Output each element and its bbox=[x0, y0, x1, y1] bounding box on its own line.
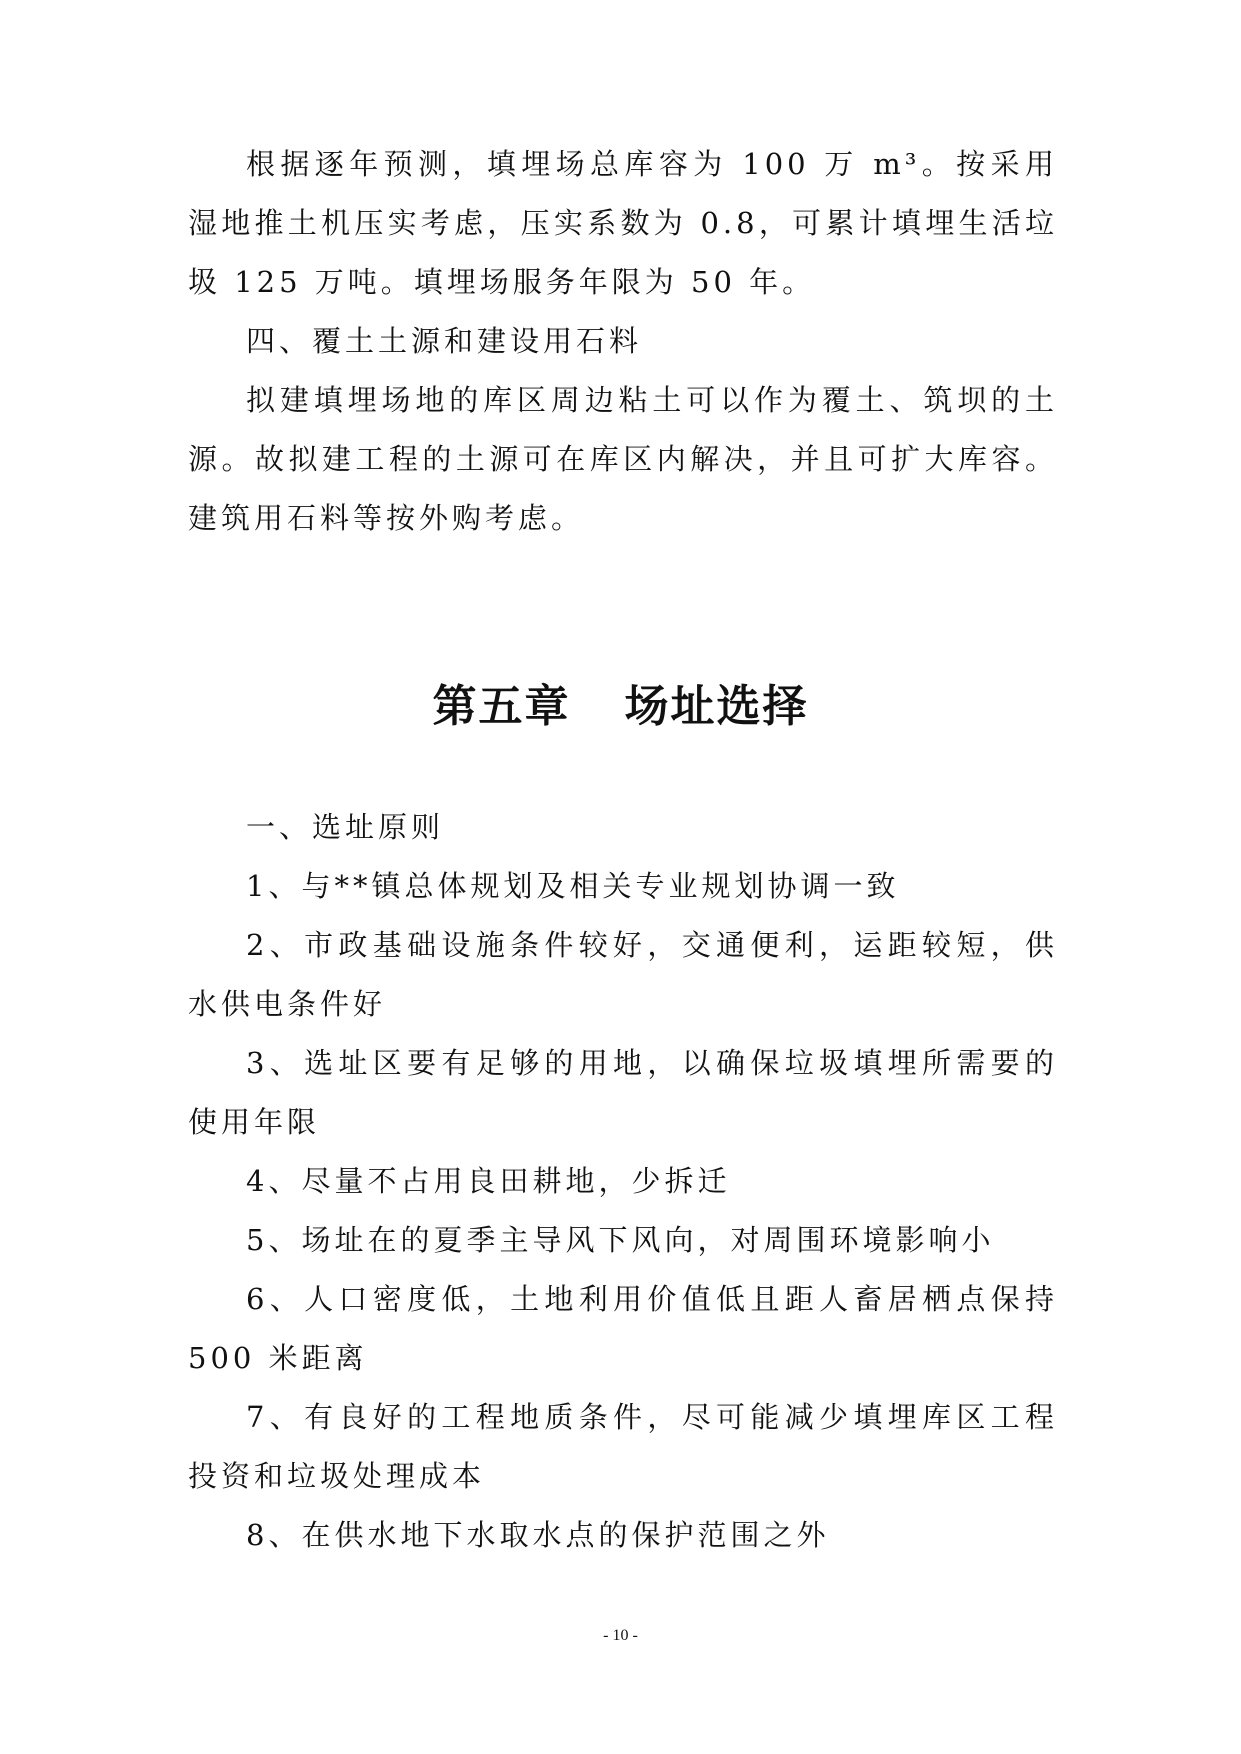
principle-item: 6、人口密度低，土地利用价值低且距人畜居栖点保持 500 米距离 bbox=[188, 1282, 1058, 1375]
soil-source-paragraph: 拟建填埋场地的库区周边粘土可以作为覆土、筑坝的土源。故拟建工程的土源可在库区内解决，并且可扩大库容。建筑用石料等按外购考虑。 bbox=[188, 383, 1058, 535]
page-number: - 10 - bbox=[603, 1627, 638, 1644]
section-heading-4: 四、覆土土源和建设用石料 bbox=[246, 324, 643, 358]
chapter-number: 第五章 bbox=[432, 681, 571, 732]
principle-item: 5、场址在的夏季主导风下风向，对周围环境影响小 bbox=[246, 1223, 995, 1257]
principle-item: 7、有良好的工程地质条件，尽可能减少填埋库区工程投资和垃圾处理成本 bbox=[188, 1400, 1058, 1493]
section-heading-1: 一、选址原则 bbox=[246, 810, 445, 844]
principle-item: 2、市政基础设施条件较好，交通便利，运距较短，供水供电条件好 bbox=[188, 928, 1058, 1021]
principle-item: 3、选址区要有足够的用地，以确保垃圾填埋所需要的使用年限 bbox=[188, 1046, 1058, 1139]
site-selection-section bbox=[188, 798, 1058, 1565]
top-section bbox=[188, 135, 1058, 548]
chapter-name: 场址选择 bbox=[624, 681, 809, 732]
capacity-paragraph: 根据逐年预测，填埋场总库容为 100 万 m³。按采用湿地推土机压实考虑，压实系数为 0.8，可累计填埋生活垃圾 125 万吨。填埋场服务年限为 50 年。 bbox=[188, 147, 1058, 299]
chapter-title bbox=[0, 670, 1241, 734]
principle-item: 1、与**镇总体规划及相关专业规划协调一致 bbox=[246, 869, 900, 903]
principle-item: 4、尽量不占用良田耕地，少拆迁 bbox=[246, 1164, 731, 1198]
principle-item: 8、在供水地下水取水点的保护范围之外 bbox=[246, 1518, 830, 1552]
